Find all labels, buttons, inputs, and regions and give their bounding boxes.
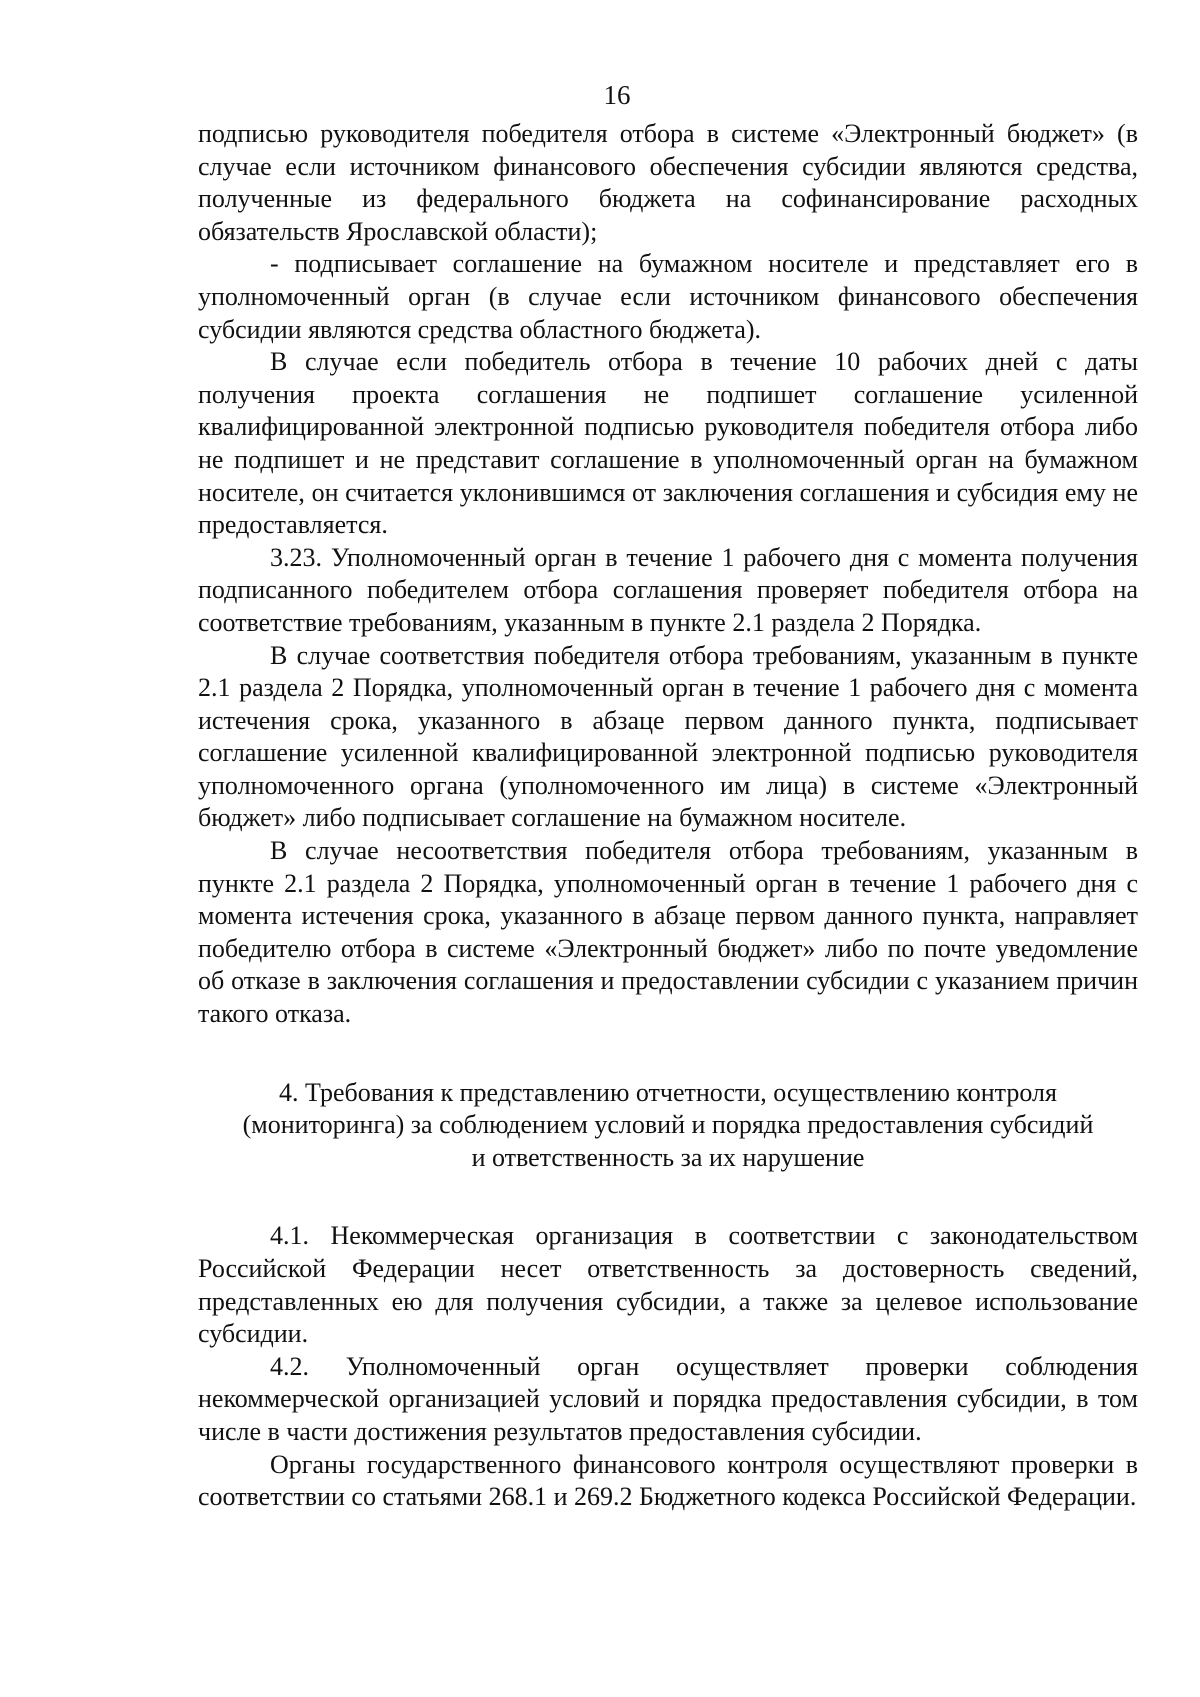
section-heading (198, 1077, 1138, 1175)
paragraph-3-23: 3.23. Уполномоченный орган в течение 1 рабочего дня с момента получения подписанного победителем отбора соглашения проверяет победителя отбора на соответствие требованиям, указанным в пункте 2.1 раздела 2 Порядка. (198, 542, 1138, 637)
page-number: 16 (603, 80, 631, 110)
paragraph: - подписывает соглашение на бумажном носителе и представляет его в уполномоченный орган (в случае если источником финансового обеспечения субсидии являются средства областного бюджета). (198, 249, 1138, 344)
paragraph: В случае если победитель отбора в течение 10 рабочих дней с даты получения проекта соглашения не подпишет соглашение усиленной квалифицированной электронной подписью руководителя победителя отбора либо не подпишет и не представит соглашение в уполномоченный орган на бумажном носителе, он считается уклонившимся от заключения соглашения и субсидия ему не предоставляется. (198, 347, 1138, 540)
section-heading-line: 4. Требования к представлению отчетности, осуществлению контроля (279, 1077, 1057, 1107)
paragraph: подписью руководителя победителя отбора в системе «Электронный бюджет» (в случае если источником финансового обеспечения субсидии являются средства, полученные из федерального бюджета на софинансирование расходных обязательств Ярославской области); (198, 119, 1138, 246)
paragraph-4-1: 4.1. Некоммерческая организация в соответствии с законодательством Российской Федерации несет ответственность за достоверность сведений, представленных ею для получения субсидии, а также за целевое использование субсидии. (198, 1221, 1138, 1349)
paragraph-4-2: 4.2. Уполномоченный орган осуществляет проверки соблюдения некоммерческой организацией условий и порядка предоставления субсидии, в том числе в части достижения результатов предоставления субсидии. (198, 1351, 1138, 1446)
paragraph: В случае соответствия победителя отбора требованиям, указанным в пункте 2.1 раздела 2 Порядка, уполномоченный орган в течение 1 рабочего дня с момента истечения срока, указанного в абзаце первом данного пункта, подписывает соглашение усиленной квалифицированной электронной подписью руководителя уполномоченного органа (уполномоченного им лица) в системе «Электронный бюджет» либо подписывает соглашение на бумажном носителе. (198, 640, 1138, 833)
section-heading-line: и ответственность за их нарушение (471, 1142, 865, 1172)
paragraph: В случае несоответствия победителя отбора требованиям, указанным в пункте 2.1 раздела 2 Порядка, уполномоченный орган в течение 1 рабочего дня с момента истечения срока, указанного в абзаце первом данного пункта, направляет победителю отбора в системе «Электронный бюджет» либо по почте уведомление об отказе в заключения соглашения и предоставлении субсидии с указанием причин такого отказа. (198, 836, 1138, 1029)
document-body (198, 118, 1138, 1514)
paragraph: Органы государственного финансового контроля осуществляют проверки в соответствии со статьями 268.1 и 269.2 Бюджетного кодекса Российской Федерации. (198, 1449, 1138, 1512)
section-heading-line: (мониторинга) за соблюдением условий и порядка предоставления субсидий (242, 1110, 1094, 1140)
